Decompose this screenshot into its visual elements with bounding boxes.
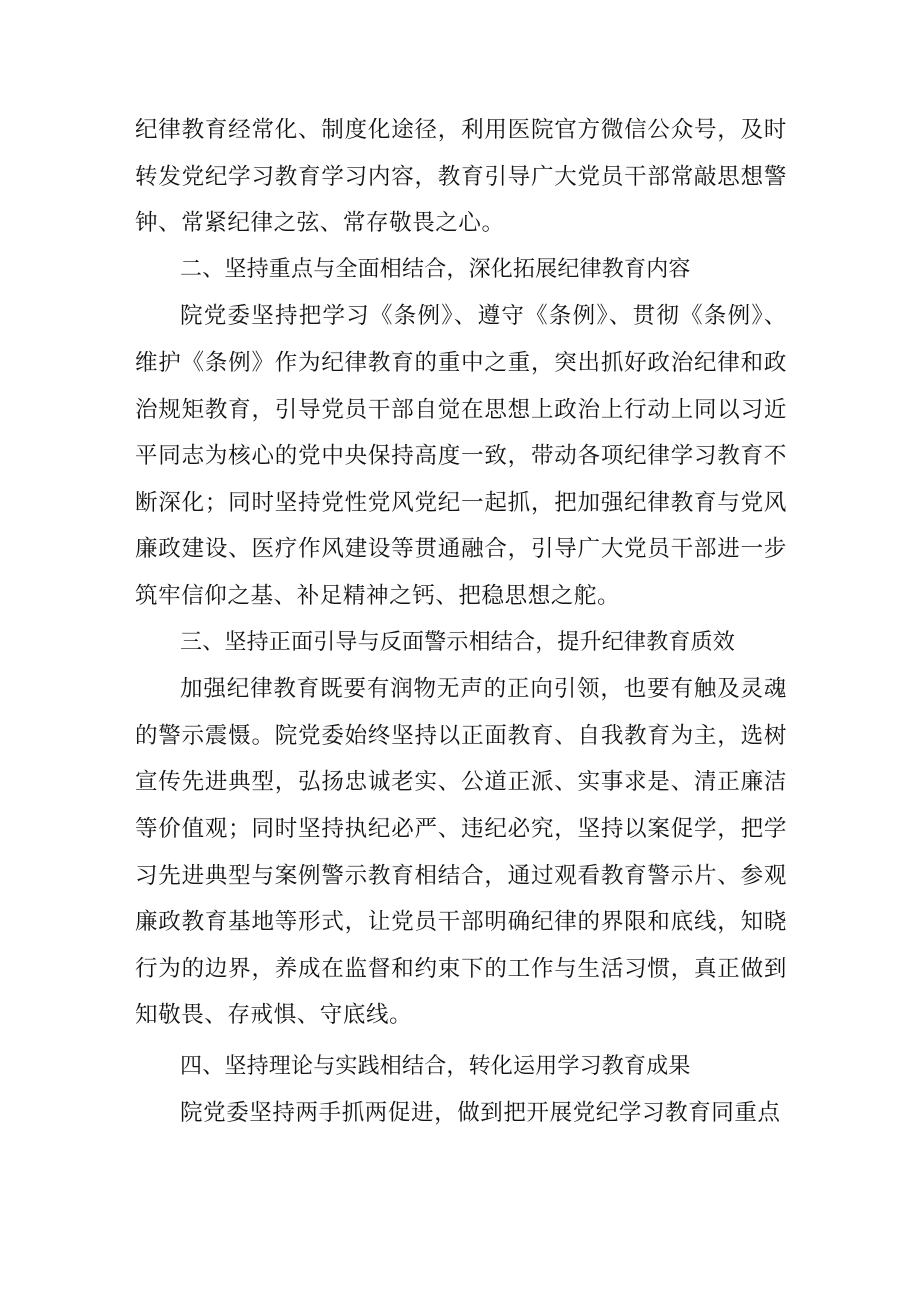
- document-body: [135, 107, 787, 1137]
- continued-paragraph: 纪律教育经常化、制度化途径，利用医院官方微信公众号，及时转发党纪学习教育学习内容，教育引导广大党员干部常敲思想警钟、常紧纪律之弦、常存敬畏之心。: [135, 117, 787, 237]
- section-3-paragraph: 加强纪律教育既要有润物无声的正向引领，也要有触及灵魂的警示震慑。院党委始终坚持以正面教育、自我教育为主，选树宣传先进典型，弘扬忠诚老实、公道正派、实事求是、清正廉洁等价值观；同时坚持执纪必严、违纪必究，坚持以案促学，把学习先进典型与案例警示教育相结合，通过观看教育警示片、参观廉政教育基地等形式，让党员干部明确纪律的界限和底线，知晓行为的边界，养成在监督和约束下的工作与生活习惯，真正做到知敬畏、存戒惧、守底线。: [135, 676, 787, 1029]
- section-2-heading: 二、坚持重点与全面相结合，深化拓展纪律教育内容: [180, 256, 691, 282]
- section-2-paragraph: 院党委坚持把学习《条例》、遵守《条例》、贯彻《条例》、维护《条例》作为纪律教育的重中之重，突出抓好政治纪律和政治规矩教育，引导党员干部自觉在思想上政治上行动上同以习近平同志为核心的党中央保持高度一致，带动各项纪律学习教育不断深化；同时坚持党性党风党纪一起抓，把加强纪律教育与党风廉政建设、医疗作风建设等贯通融合，引导广大党员干部进一步筑牢信仰之基、补足精神之钙、把稳思想之舵。: [135, 303, 787, 609]
- section-4-paragraph: 院党委坚持两手抓两促进，做到把开展党纪学习教育同重点: [180, 1100, 781, 1127]
- section-3-heading: 三、坚持正面引导与反面警示相结合，提升纪律教育质效: [180, 629, 736, 655]
- section-4-heading: 四、坚持理论与实践相结合，转化运用学习教育成果: [180, 1053, 691, 1079]
